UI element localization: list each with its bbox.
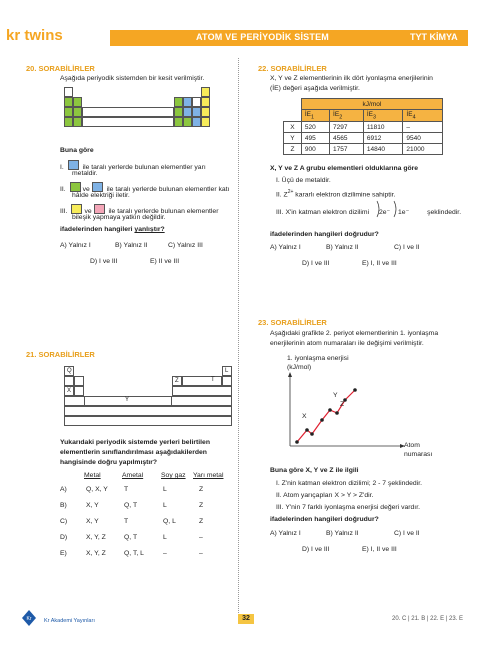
q22-option-a[interactable]: A) Yalnız I bbox=[270, 244, 301, 251]
yellow-swatch-icon bbox=[71, 204, 82, 214]
q21-option-letter[interactable]: C) bbox=[60, 518, 68, 525]
table-row: X 520 7297 11810 – bbox=[284, 122, 443, 133]
q21-option-letter[interactable]: D) bbox=[60, 534, 68, 541]
q20-statement-2: II. ve ile taralı yerlerde bulunan elementler katı bbox=[60, 182, 229, 195]
q21-option-cell: X, Y, Z bbox=[86, 534, 106, 541]
q20-option-e[interactable]: E) II ve III bbox=[150, 258, 180, 265]
q21-option-cell: Z bbox=[199, 486, 204, 493]
q22-question: ifadelerinden hangileri doğrudur? bbox=[270, 231, 379, 238]
ie2-header: $İE_2$ bbox=[330, 110, 364, 122]
ie4-header: $İE_4$ bbox=[403, 110, 443, 122]
q22-option-b[interactable]: B) Yalnız II bbox=[326, 244, 359, 251]
col-soygaz: Soy gaz bbox=[161, 472, 186, 479]
q21-option-cell: X, Y bbox=[86, 518, 99, 525]
q21-option-cell: X, Y, Z bbox=[86, 550, 106, 557]
q22-stem-1: X, Y ve Z elementlerinin ilk dört iyonlaşma enerjilerinin bbox=[270, 75, 433, 82]
q23-option-e[interactable]: E) I, II ve III bbox=[362, 546, 397, 553]
ie1-header: $İE_1$ bbox=[301, 110, 329, 122]
cell-z: Z bbox=[172, 376, 182, 386]
svg-text:Kr: Kr bbox=[26, 616, 32, 622]
data-point bbox=[295, 440, 299, 444]
table-row: Z 900 1757 14840 21000 bbox=[284, 144, 443, 155]
col-ametal: Ametal bbox=[122, 472, 144, 479]
ie3-header: $İE_3$ bbox=[363, 110, 403, 122]
q21-stem-2: elementlerin sınıflandırılması aşağıdakilerden bbox=[60, 449, 207, 456]
q21-option-cell: L bbox=[163, 502, 167, 509]
q21-option-cell: Z bbox=[199, 502, 204, 509]
cell-q: Q bbox=[64, 366, 74, 376]
q21-option-letter[interactable]: E) bbox=[60, 550, 67, 557]
page-number: 32 bbox=[238, 614, 254, 624]
q21-option-letter[interactable]: B) bbox=[60, 502, 67, 509]
q21-option-cell: Q, X, Y bbox=[86, 486, 108, 493]
answer-key: 20. C | 21. B | 22. E | 23. E bbox=[392, 616, 464, 622]
q23-option-d[interactable]: D) I ve III bbox=[302, 546, 330, 553]
publisher-logo-icon bbox=[22, 610, 36, 626]
point-z-label: Z bbox=[340, 401, 345, 408]
q23-ionization-graph bbox=[285, 372, 405, 452]
data-point bbox=[305, 428, 309, 432]
q20-question: ifadelerinden hangileri yanlıştır? bbox=[60, 226, 165, 233]
q21-option-cell: Q, T, L bbox=[124, 550, 144, 557]
x-axis-label-1: Atom bbox=[404, 442, 420, 449]
q21-heading: 21. SORABİLİRLER bbox=[26, 350, 95, 359]
q23-statement-1: I. Z'nin katman elektron dizilimi; 2 - 7 şeklindedir. bbox=[276, 480, 422, 487]
q21-option-cell: Q, L bbox=[163, 518, 176, 525]
table-row: Y 495 4565 6912 9540 bbox=[284, 133, 443, 144]
q20-option-d[interactable]: D) I ve III bbox=[90, 258, 118, 265]
cell-y: Y bbox=[84, 396, 172, 406]
q20-stem: Aşağıda periyodik sistemden bir kesit verilmiştir. bbox=[60, 75, 205, 82]
q23-heading: 23. SORABİLİRLER bbox=[258, 318, 327, 327]
q23-option-b[interactable]: B) Yalnız II bbox=[326, 530, 359, 537]
y-axis-label-1: 1. iyonlaşma enerjisi bbox=[287, 355, 349, 362]
q22-ie-table bbox=[283, 98, 443, 155]
q23-stem-1: Aşağıdaki grafikte 2. periyot elementlerinin 1. iyonlaşma bbox=[270, 330, 439, 337]
q22-option-e[interactable]: E) I, II ve III bbox=[362, 260, 397, 267]
q21-option-letter[interactable]: A) bbox=[60, 486, 67, 493]
unit-header: kJ/mol bbox=[301, 99, 442, 110]
q21-stem-3: hangisinde doğru yapılmıştır? bbox=[60, 459, 158, 466]
q20-statement-3-cont: bileşik yapmaya yatkın değildir. bbox=[72, 214, 166, 221]
q23-option-c[interactable]: C) I ve II bbox=[394, 530, 420, 537]
q21-option-cell: – bbox=[199, 534, 203, 541]
q22-option-c[interactable]: C) I ve II bbox=[394, 244, 420, 251]
page-header bbox=[0, 26, 480, 50]
q22-condition: X, Y ve Z A grubu elementleri olduklarına göre bbox=[270, 165, 419, 172]
q20-option-b[interactable]: B) Yalnız II bbox=[115, 242, 148, 249]
q20-statement-3: III. ve ile taralı yerlerde bulunan elementler bbox=[60, 204, 218, 217]
data-point bbox=[328, 408, 332, 412]
q20-statement-1: I. ile taralı yerlerde bulunan elementler yarı bbox=[60, 160, 206, 173]
green-swatch-icon bbox=[70, 182, 81, 192]
q22-heading: 22. SORABİLİRLER bbox=[258, 64, 327, 73]
cell-x: X bbox=[64, 386, 74, 396]
cell-l: L bbox=[222, 366, 232, 376]
column-divider bbox=[238, 58, 239, 613]
point-y-label: Y bbox=[333, 392, 338, 399]
header-subject: TYT KİMYA bbox=[410, 32, 458, 42]
q21-option-cell: L bbox=[163, 486, 167, 493]
blue-swatch-icon bbox=[92, 182, 103, 192]
q23-option-a[interactable]: A) Yalnız I bbox=[270, 530, 301, 537]
q21-option-cell: T bbox=[124, 518, 129, 525]
blue-swatch-icon bbox=[68, 160, 79, 170]
q22-stem-2: (İE) değeri aşağıda verilmiştir. bbox=[270, 85, 360, 92]
data-point bbox=[353, 388, 357, 392]
q23-question: ifadelerinden hangileri doğrudur? bbox=[270, 516, 379, 523]
brand-logo: kr twins bbox=[6, 27, 63, 44]
col-metal: Metal bbox=[84, 472, 101, 479]
q23-statement-2: II. Atom yarıçapları X > Y > Z'dir. bbox=[276, 492, 374, 499]
q21-option-cell: – bbox=[163, 550, 167, 557]
q21-option-cell: Q, T bbox=[124, 502, 138, 509]
col-yarimetal: Yarı metal bbox=[193, 472, 224, 479]
data-point bbox=[310, 432, 314, 436]
q20-option-a[interactable]: A) Yalnız I bbox=[60, 242, 91, 249]
pink-swatch-icon bbox=[94, 204, 105, 214]
q22-statement-3: III. X'in katman elektron dizilimi 2e⁻ 1e⁻ şeklindedir. bbox=[276, 209, 462, 216]
q22-statement-2: II. $Z^{2+}$ kararlı elektron dizilimine sahiptir. bbox=[276, 189, 396, 199]
q20-periodic-table bbox=[64, 87, 210, 127]
q21-stem-1: Yukarıdaki periyodik sistemde yerleri belirtilen bbox=[60, 439, 210, 446]
q23-stem-2: enerjilerinin atom numaraları ile değişimi verilmiştir. bbox=[270, 340, 424, 347]
data-point bbox=[320, 418, 324, 422]
y-axis-label-2: (kJ/mol) bbox=[287, 364, 312, 371]
x-axis-label-2: numarası bbox=[404, 451, 433, 458]
q21-option-cell: – bbox=[199, 550, 203, 557]
q21-periodic-table bbox=[64, 366, 232, 426]
data-point bbox=[335, 411, 339, 415]
q21-option-cell: X, Y bbox=[86, 502, 99, 509]
q20-buna: Buna göre bbox=[60, 147, 94, 154]
header-title: ATOM VE PERİYODİK SİSTEM bbox=[196, 32, 329, 42]
publisher-name: Kr Akademi Yayınları bbox=[44, 618, 95, 624]
q22-statement-1: I. Üçü de metaldir. bbox=[276, 177, 331, 184]
q21-option-cell: T bbox=[124, 486, 129, 493]
q21-option-cell: Z bbox=[199, 518, 204, 525]
q22-option-d[interactable]: D) I ve III bbox=[302, 260, 330, 267]
q21-option-cell: Q, T bbox=[124, 534, 138, 541]
q20-option-c[interactable]: C) Yalnız III bbox=[168, 242, 203, 249]
q21-option-cell: L bbox=[163, 534, 167, 541]
q23-buna: Buna göre X, Y ve Z ile ilgili bbox=[270, 467, 359, 474]
q20-heading: 20. SORABİLİRLER bbox=[26, 64, 95, 73]
q20-statement-1-cont: metaldir. bbox=[72, 170, 98, 177]
cell-t: T bbox=[211, 377, 215, 383]
point-x-label: X bbox=[302, 413, 307, 420]
q23-statement-3: III. Y'nin 7 farklı iyonlaşma enerjisi değeri vardır. bbox=[276, 504, 420, 511]
q22-shell-diagram bbox=[374, 200, 414, 228]
q20-statement-2-cont: hâlde elektriği iletir. bbox=[72, 192, 130, 199]
